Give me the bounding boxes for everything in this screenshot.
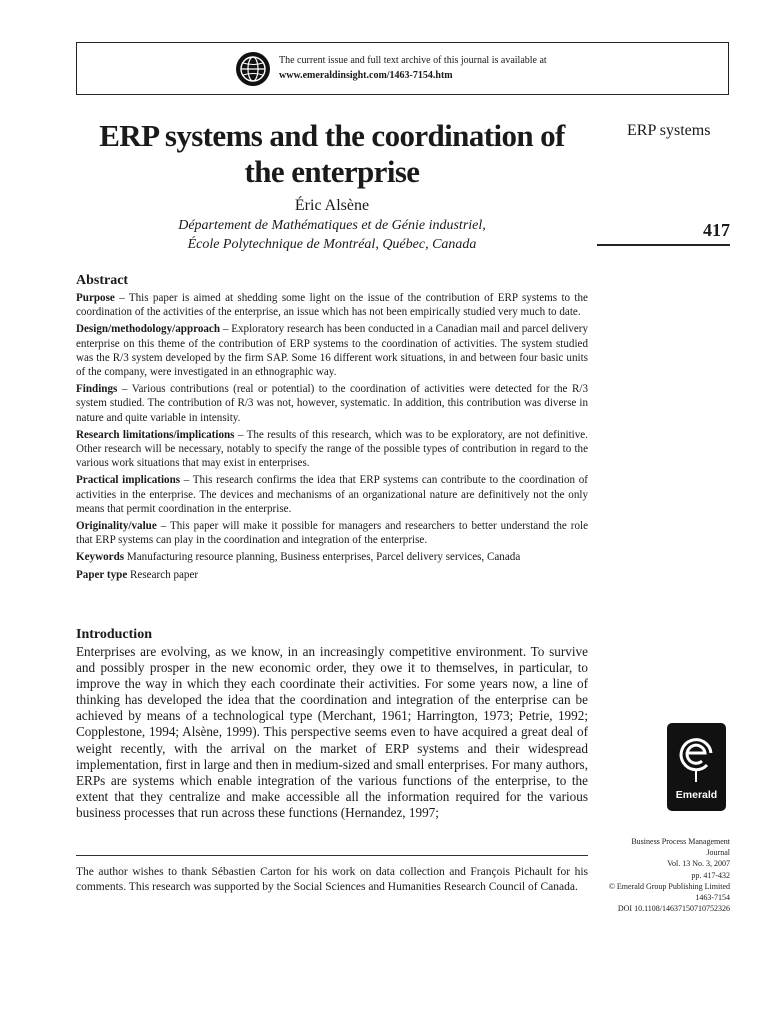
logo-wordmark: Emerald [675,789,718,801]
journal-citation-info [580,836,730,914]
abstract-section-text: This paper will make it possible for managers and researchers to better understand the role that ERP systems can play in the coordination and integration of the enterprise. [76,520,588,547]
affiliation-line-2: École Polytechnique de Montréal, Québec, Canada [187,237,477,252]
abstract-section-text: This research confirms the idea that ERP systems can contribute to the coordination of activities in the enterprise. The devices and mechanisms of an organizational nature are definitively not the only means that permit coordination in the enterprise. [76,474,589,515]
abstract-section-text: Research paper [130,568,199,581]
journal-info-line: © Emerald Group Publishing Limited [608,881,730,891]
abstract-section-label: Keywords [76,551,125,564]
abstract-section [76,428,588,471]
abstract-section [76,568,588,582]
abstract-section-label: Design/methodology/approach [76,323,221,336]
abstract-section-separator: – [234,428,247,441]
notice-text [279,53,547,83]
abstract-section-separator: – [156,520,170,533]
abstract-section-separator: – [117,383,132,396]
author-affiliation [76,216,588,254]
journal-availability-notice [76,42,729,95]
introduction-text: Enterprises are evolving, as we know, in an increasingly competitive environment. To survive and possibly prosper in the new economic order, they owe it to themselves, in particular, to improve the way in which they each coordinate their activities. For some years now, a line of thinking has developed the idea that the coordination and integration of the enterprise can be achieved by means of a technological type (Merchant, 1961; Harrington, 1973; Petrie, 1992; Copplestone, 1994; Alsène, 1999). This perspective seems even to have acquired a great deal of weight recently, with the arrival on the market of ERP systems and their widespread implementation, first in large and then in medium-sized and small enterprises. For many authors, ERPs are systems which enable integration of the various functions of the enterprise, to the extent that they centralize and make accessible all the information required for the various business processes that run across these functions (Hernandez, 1997; [76,644,588,820]
author-name: Éric Alsène [294,197,370,214]
abstract-section-label: Purpose [76,292,115,304]
abstract-section [76,519,588,547]
article-title: ERP systems and the coordination of the enterprise [99,118,565,189]
acknowledgement-footnote: The author wishes to thank Sébastien Carton for his work on data collection and François Pichault for his comments. This research was supported by the Social Sciences and Humanities Research Council of Canada. [76,866,588,893]
abstract-section-separator: – [180,474,193,487]
abstract-section-text: This paper is aimed at shedding some light on the issue of the contribution of ERP systems to the coordination of the activities of the enterprise, an issue which has not been empirically studied very much to date. [76,292,588,319]
abstract-section-text: Various contributions (real or potential) to the coordination of activities were detected for the R/3 system studied. The contribution of R/3 was not, however, systematic. In addition, this contribution was diverse in nature and quite variable in intensity. [76,383,588,424]
abstract-section-separator: – [220,323,232,336]
abstract-heading: Abstract [76,273,129,288]
journal-info-line: Vol. 13 No. 3, 2007 [667,859,730,869]
footnote-divider [76,855,588,856]
abstract-section [76,322,588,379]
abstract-section-label: Originality/value [76,520,157,533]
emerald-logo-icon [667,723,726,811]
abstract-section-text: Manufacturing resource planning, Business enterprises, Parcel delivery services, Canada [126,551,521,564]
abstract-section [76,291,588,319]
running-head: ERP systems [627,122,711,139]
globe-icon [236,52,270,86]
journal-info-line: DOI 10.1108/14637150710752326 [617,904,730,914]
abstract-section [76,382,588,425]
abstract-section-text: The results of this research, which was to be exploratory, are not definitive. Other research will be necessary, notably to specify the range of the possible types of contribution in regard to the various work situations that may exist in enterprises. [76,428,588,470]
affiliation-line-1: Département de Mathématiques et de Génie industriel, [178,218,486,233]
abstract-section-label: Paper type [76,568,128,581]
abstract-section-label: Research limitations/implications [76,428,235,441]
page-number: 417 [703,220,730,240]
abstract-section-separator: – [114,292,129,304]
abstract-section-label: Practical implications [76,474,181,487]
margin-rule [597,244,730,246]
journal-info-line: Journal [706,848,730,858]
introduction-heading: Introduction [76,627,152,642]
abstract-section [76,550,588,564]
journal-info-line: pp. 417-432 [691,870,730,880]
abstract-section [76,473,588,516]
journal-url-link[interactable]: www.emeraldinsight.com/1463-7154.htm [279,70,453,81]
abstract-body [76,291,588,585]
journal-info-line: Business Process Management [631,837,730,846]
notice-line: The current issue and full text archive of this journal is available at [279,55,547,66]
abstract-section-text: Exploratory research has been conducted in a Canadian mail and parcel delivery enterprise on this theme of the contribution of ERP systems to the coordination of activities. The system studied was the R/3 system developed by the firm SAP. Some 16 different work situations, in and between four basic units of the company, were investigated in an ethnographic way. [76,323,588,379]
abstract-section-label: Findings [76,383,118,396]
journal-info-line: 1463-7154 [695,893,730,903]
